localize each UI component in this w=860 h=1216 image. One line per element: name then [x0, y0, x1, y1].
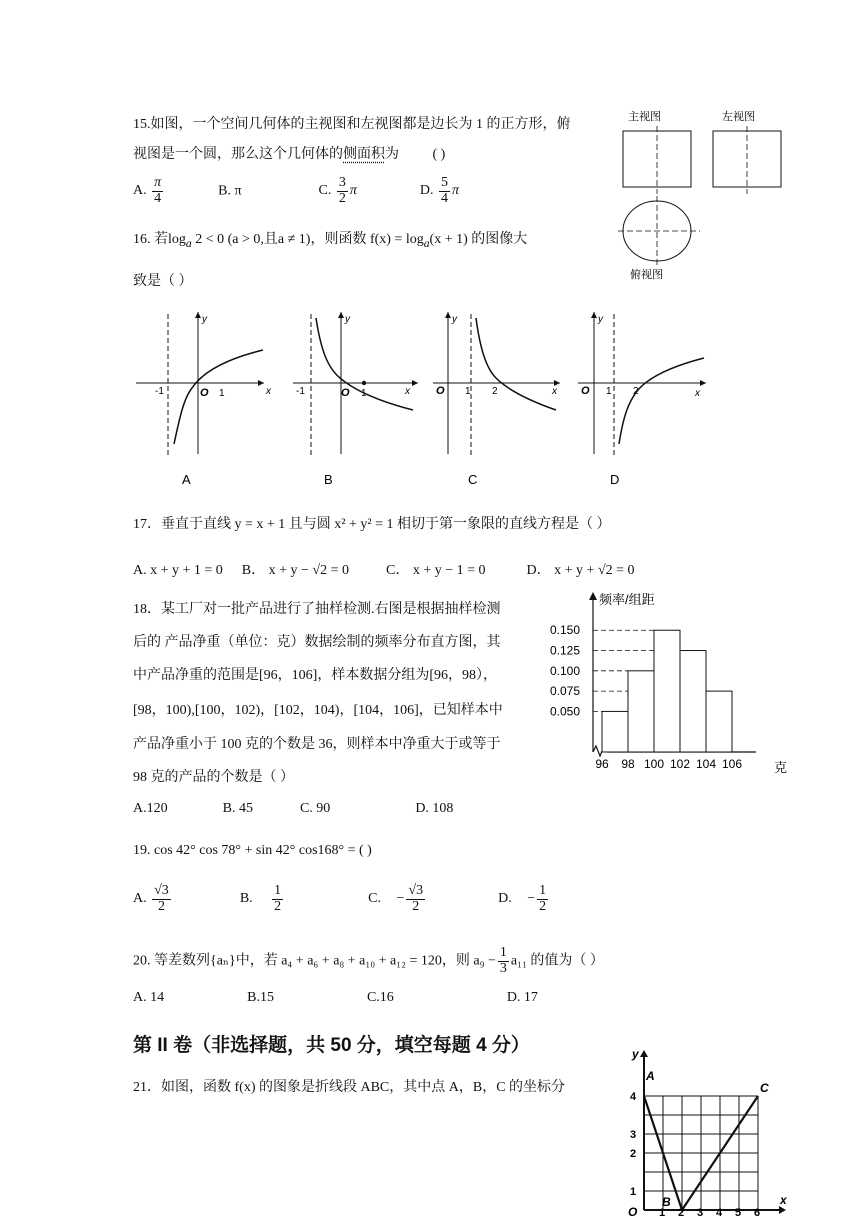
svg-text:y: y — [452, 314, 457, 325]
top-view-label: 俯视图 — [630, 269, 663, 281]
svg-text:1: 1 — [465, 386, 471, 397]
graph-c — [433, 312, 560, 487]
q18-line-5: 98 克的产品的个数是（ ） — [133, 770, 294, 785]
q19-optB: B. $\frac{1}{2}$ — [239, 883, 282, 914]
q17-line1: 17．垂直于直线 y = x + 1 且与圆 x² + y² = 1 相切于第一象限的直线方程是（ ） — [133, 517, 611, 532]
q18-line-4: 产品净重小于 100 克的个数是 36，则样本中净重大于或等于 — [133, 737, 501, 752]
q21-line1: 21．如图，函数 f(x) 的图象是折线段 ABC，其中点 A，B，C 的坐标分 — [133, 1080, 566, 1095]
graph-a — [136, 312, 272, 487]
svg-text:O: O — [581, 385, 590, 397]
x-tick-label: 104 — [695, 757, 717, 771]
svg-text:1: 1 — [606, 386, 612, 397]
svg-text:2: 2 — [678, 1207, 685, 1216]
q15-optC: C. $\frac{3}{2}$ π — [318, 175, 357, 206]
q15-paren: ( ) — [432, 147, 446, 162]
q21-graph — [622, 1046, 792, 1216]
svg-text:3: 3 — [630, 1129, 637, 1141]
histogram-bar — [628, 671, 654, 752]
svg-text:1: 1 — [361, 388, 367, 399]
svg-text:O: O — [628, 1205, 638, 1216]
histogram-bar — [654, 630, 680, 752]
y-tick-label: 0.150 — [550, 623, 581, 638]
svg-text:x: x — [266, 386, 271, 397]
q20-optB: B.15 — [247, 990, 274, 1005]
y-axis-label: 频率/组距 — [599, 592, 655, 607]
q17-options — [133, 559, 635, 579]
q17-optD: D． x + y + √2 = 0 — [526, 563, 635, 578]
q15-optD: D. $\frac{5}{4}$ π — [419, 175, 460, 206]
svg-text:y: y — [202, 314, 207, 325]
left-view-label: 左视图 — [722, 111, 755, 123]
q20-optD: D. 17 — [506, 990, 538, 1005]
svg-text:y: y — [598, 314, 603, 325]
histogram-bar — [706, 691, 732, 752]
q18-optD: D. 108 — [415, 801, 454, 816]
q19-line1: 19. cos 42° cos 78° + sin 42° cos168° = ( ) — [133, 843, 372, 858]
x-tick-label: 96 — [595, 757, 609, 771]
q16-line1: 16. 若$\log_a 2 < 0$ (a > 0,且a ≠ 1)，则函数 $f(x) = \log_a(x + 1)$ 的图像大 — [133, 232, 528, 250]
svg-text:x: x — [552, 386, 557, 397]
q19-optA: A. $\frac{√3}{2}$ — [133, 883, 169, 914]
svg-text:-1: -1 — [155, 386, 164, 397]
q15-line2-b: 为 — [385, 147, 399, 162]
svg-text:x: x — [405, 386, 410, 397]
graph-b — [293, 312, 418, 487]
q15-line2-a: 视图是一个圆，那么这个几何体的 — [133, 147, 343, 162]
q19-optD: D. − $\frac{1}{2}$ — [498, 883, 547, 914]
x-tick-label: 106 — [721, 757, 743, 771]
svg-text:y: y — [632, 1047, 639, 1061]
three-view-figure — [610, 104, 790, 286]
x-axis-label: 克 — [774, 760, 788, 775]
y-tick-label: 0.075 — [550, 684, 581, 699]
q16-graphs — [128, 306, 718, 498]
svg-text:2: 2 — [633, 386, 639, 397]
svg-text:-1: -1 — [296, 386, 305, 397]
y-tick-label: 0.100 — [550, 663, 581, 678]
graph-d — [578, 312, 706, 487]
svg-text:1: 1 — [659, 1207, 666, 1216]
svg-text:y: y — [345, 314, 350, 325]
y-tick-label: 0.125 — [550, 643, 581, 658]
graph-b-label: B — [324, 472, 333, 487]
point-c-label: C — [760, 1081, 769, 1095]
q18-optA: A.120 — [133, 801, 168, 816]
svg-text:1: 1 — [219, 388, 225, 399]
q15-line2 — [133, 143, 445, 163]
q20-line1: 20. 等差数列{aₙ}中，若 a₄ + a₆ + a₈ + a₁₀ + a₁₂ = 120，则 a₉ − $\frac{1}{3}$ a₁₁ 的值为（ ） — [133, 945, 604, 976]
histogram-bar — [602, 711, 628, 752]
graph-d-label: D — [610, 472, 620, 487]
q19-optC: C. − $\frac{√3}{2}$ — [368, 883, 424, 914]
svg-text:1: 1 — [630, 1186, 637, 1198]
front-view-label: 主视图 — [628, 111, 661, 123]
q20-options — [133, 990, 538, 1006]
svg-text:O: O — [341, 387, 350, 399]
svg-text:x: x — [695, 388, 700, 399]
svg-text:O: O — [436, 385, 445, 397]
q19-options — [133, 884, 550, 914]
q18-optC: C. 90 — [299, 801, 331, 816]
q20-optA: A. 14 — [133, 990, 165, 1005]
svg-text:3: 3 — [697, 1207, 704, 1216]
q17-optA: A. x + y + 1 = 0 — [133, 563, 223, 578]
svg-text:4: 4 — [716, 1207, 723, 1216]
q15-options — [133, 176, 459, 206]
q15-optB: B. π — [218, 183, 242, 199]
svg-text:2: 2 — [630, 1148, 637, 1160]
graph-a-label: A — [182, 472, 191, 487]
q17-optC: C． x + y − 1 = 0 — [386, 563, 486, 578]
histogram-bar — [680, 651, 706, 752]
x-tick-label: 98 — [621, 757, 635, 771]
section-2-title: 第 II 卷（非选择题，共 50 分，填空每题 4 分） — [133, 1035, 530, 1056]
svg-text:6: 6 — [754, 1207, 761, 1216]
q18-line-0: 18．某工厂对一批产品进行了抽样检测.右图是根据抽样检测 — [133, 602, 501, 617]
q15-optA: A. $\frac{\pi}{4}$ — [133, 175, 162, 206]
q18-optB: B. 45 — [222, 801, 253, 816]
q15-line1: 15.如图，一个空间几何体的主视图和左视图都是边长为 1 的正方形，俯 — [133, 117, 571, 132]
q18-line-3: [98，100),[100，102)，[102，104)，[104，106]，已知样本中 — [133, 703, 503, 718]
svg-text:2: 2 — [492, 386, 498, 397]
q18-line-2: 中产品净重的范围是[96，106]，样本数据分组为[96，98）， — [133, 668, 497, 683]
svg-text:5: 5 — [735, 1207, 742, 1216]
graph-c-label: C — [468, 472, 478, 487]
q18-options — [133, 801, 453, 817]
q17-optB: B． x + y − √2 = 0 — [241, 563, 350, 578]
q15-emphasis: 侧面积 — [343, 147, 385, 162]
y-tick-label: 0.050 — [550, 704, 581, 719]
q16-line2: 致是（ ） — [133, 274, 193, 289]
point-b-label: B — [662, 1195, 671, 1209]
svg-text:O: O — [200, 387, 209, 399]
y-axis-arrow — [589, 592, 597, 600]
x-tick-label: 102 — [669, 757, 691, 771]
point-a-label: A — [646, 1069, 655, 1083]
q20-optC: C.16 — [366, 990, 394, 1005]
histogram-chart — [546, 588, 796, 780]
svg-text:4: 4 — [630, 1091, 637, 1103]
svg-text:x: x — [780, 1193, 787, 1207]
q18-line-1: 后的 产品净重（单位：克）数据绘制的频率分布直方图，其 — [133, 635, 501, 650]
x-tick-label: 100 — [643, 757, 665, 771]
